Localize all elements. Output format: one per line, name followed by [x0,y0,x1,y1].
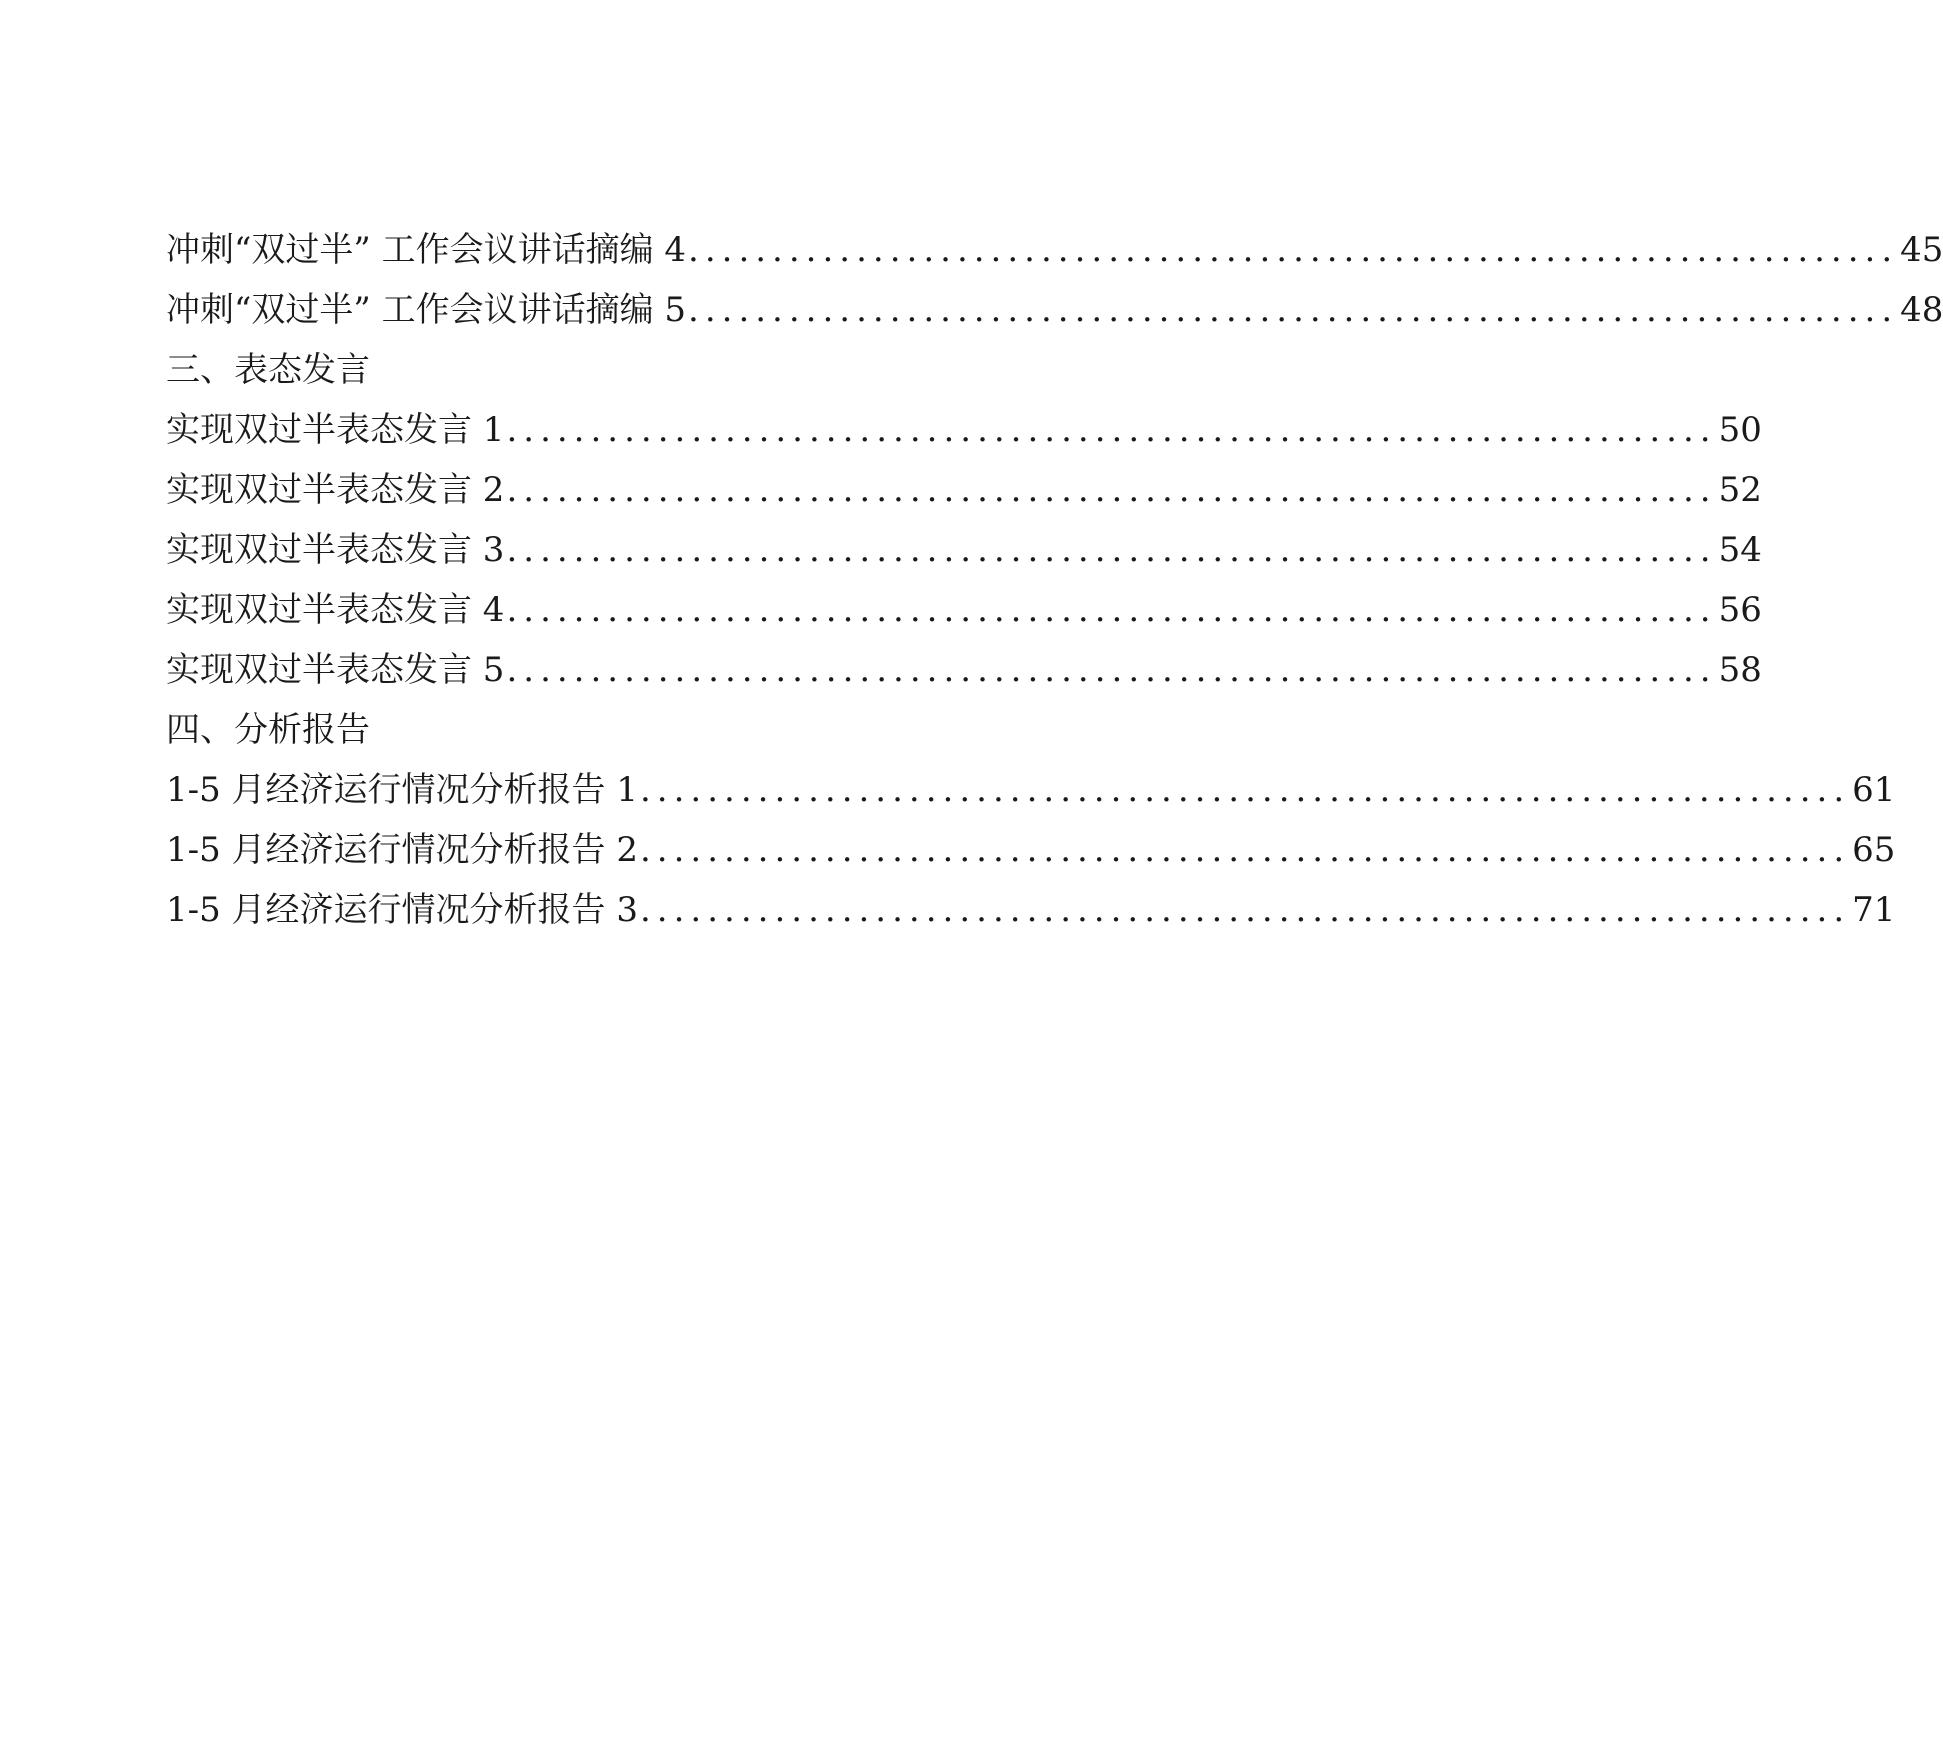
toc-entry[interactable] [166,580,1762,640]
toc-entry-page: 65 [1852,830,1896,870]
toc-entry[interactable] [166,640,1762,700]
toc-entry-page: 54 [1718,530,1762,570]
toc-entry-page: 52 [1718,470,1762,510]
dot-leader: ........................................................................ [640,830,1851,870]
toc-entry-title: 冲刺“双过半” 工作会议讲话摘编 4 [166,230,687,270]
toc-entry-title: 实现双过半表态发言 5 [166,650,505,690]
toc-entry-title: 实现双过半表态发言 4 [166,590,505,630]
toc-entry-page: 50 [1718,410,1762,450]
toc-entry-page: 71 [1852,890,1896,930]
toc-entry-page: 58 [1718,650,1762,690]
toc-section-heading: 三、表态发言 [166,350,370,390]
toc-entry[interactable] [166,880,1896,940]
toc-section-heading: 四、分析报告 [166,710,370,750]
toc-entry-title: 冲刺“双过半” 工作会议讲话摘编 5 [166,290,687,330]
dot-leader: ........................................................................ [688,230,1899,270]
toc-entry-page: 61 [1852,770,1896,810]
toc-entry-title: 实现双过半表态发言 2 [166,470,505,510]
toc-entry-title: 实现双过半表态发言 1 [166,410,505,450]
dot-leader: ........................................................................ [506,650,1717,690]
dot-leader: ........................................................................ [506,590,1717,630]
table-of-contents [166,220,1943,940]
toc-entry[interactable] [166,400,1762,460]
dot-leader: ........................................................................ [506,410,1717,450]
toc-entry[interactable] [166,280,1943,340]
toc-entry[interactable] [166,220,1943,280]
toc-entry-page: 48 [1900,290,1943,330]
toc-entry-page: 56 [1718,590,1762,630]
dot-leader: ........................................................................ [506,530,1717,570]
toc-entry[interactable] [166,760,1896,820]
toc-entry-page: 45 [1900,230,1943,270]
toc-entry-title: 1-5 月经济运行情况分析报告 2 [166,830,638,870]
toc-entry-title: 1-5 月经济运行情况分析报告 3 [166,890,638,930]
toc-entry-title: 1-5 月经济运行情况分析报告 1 [166,770,638,810]
toc-entry[interactable] [166,820,1896,880]
dot-leader: ........................................................................ [640,770,1851,810]
dot-leader: ........................................................................ [506,470,1717,510]
toc-entry[interactable] [166,520,1762,580]
dot-leader: ........................................................................ [640,890,1851,930]
dot-leader: ........................................................................ [688,290,1899,330]
toc-entry-title: 实现双过半表态发言 3 [166,530,505,570]
toc-entry[interactable] [166,460,1762,520]
